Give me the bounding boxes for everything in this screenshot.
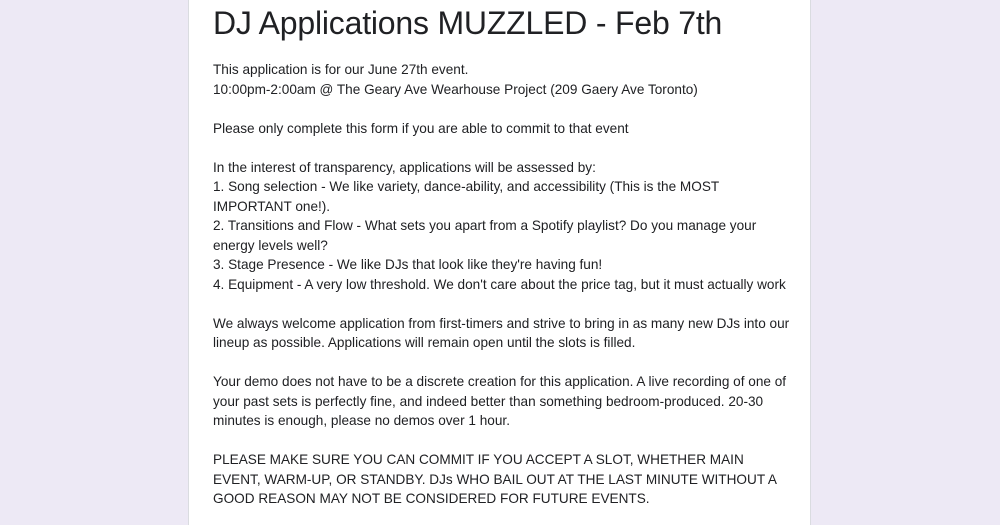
assessment-intro: In the interest of transparency, applications will be assessed by: [213,159,596,175]
event-date-line: This application is for our June 27th event. [213,62,469,77]
demo-paragraph: Your demo does not have to be a discrete creation for this application. A live recording of one of your past sets is perfectly fine, and indeed better than something bedroom-produced. 20-30 minutes is enough, please no demos over 1 hour. [213,374,787,428]
form-title: DJ Applications MUZZLED - Feb 7th [213,5,723,41]
criterion-equipment: 4. Equipment - A very low threshold. We don't care about the price tag, but it must actually work [213,276,786,292]
criterion-stage-presence: 3. Stage Presence - We like DJs that look like they're having fun! [213,257,603,272]
form-header-card [188,0,811,525]
welcome-paragraph: We always welcome application from first-timers and strive to bring in as many new DJs into our lineup as possible. Applications will remain open until the slots is filled. [213,315,790,350]
warning-paragraph: PLEASE MAKE SURE YOU CAN COMMIT IF YOU ACCEPT A SLOT, WHETHER MAIN EVENT, WARM-UP, OR STANDBY. DJs WHO BAIL OUT AT THE LAST MINUTE WITHOUT A GOOD REASON MAY NOT BE CONSIDERED FOR FUTURE EVENTS. [213,452,777,506]
criterion-transitions: 2. Transitions and Flow - What sets you apart from a Spotify playlist? Do you manage your energy levels well? [213,218,757,253]
criterion-song-selection: 1. Song selection - We like variety, dance-ability, and accessibility (This is the MOST IMPORTANT one!). [213,179,719,214]
form-description [213,60,791,509]
commit-notice: Please only complete this form if you are able to commit to that event [213,120,629,136]
event-time-venue-line: 10:00pm-2:00am @ The Geary Ave Wearhouse Project (209 Gaery Ave Toronto) [213,81,698,97]
